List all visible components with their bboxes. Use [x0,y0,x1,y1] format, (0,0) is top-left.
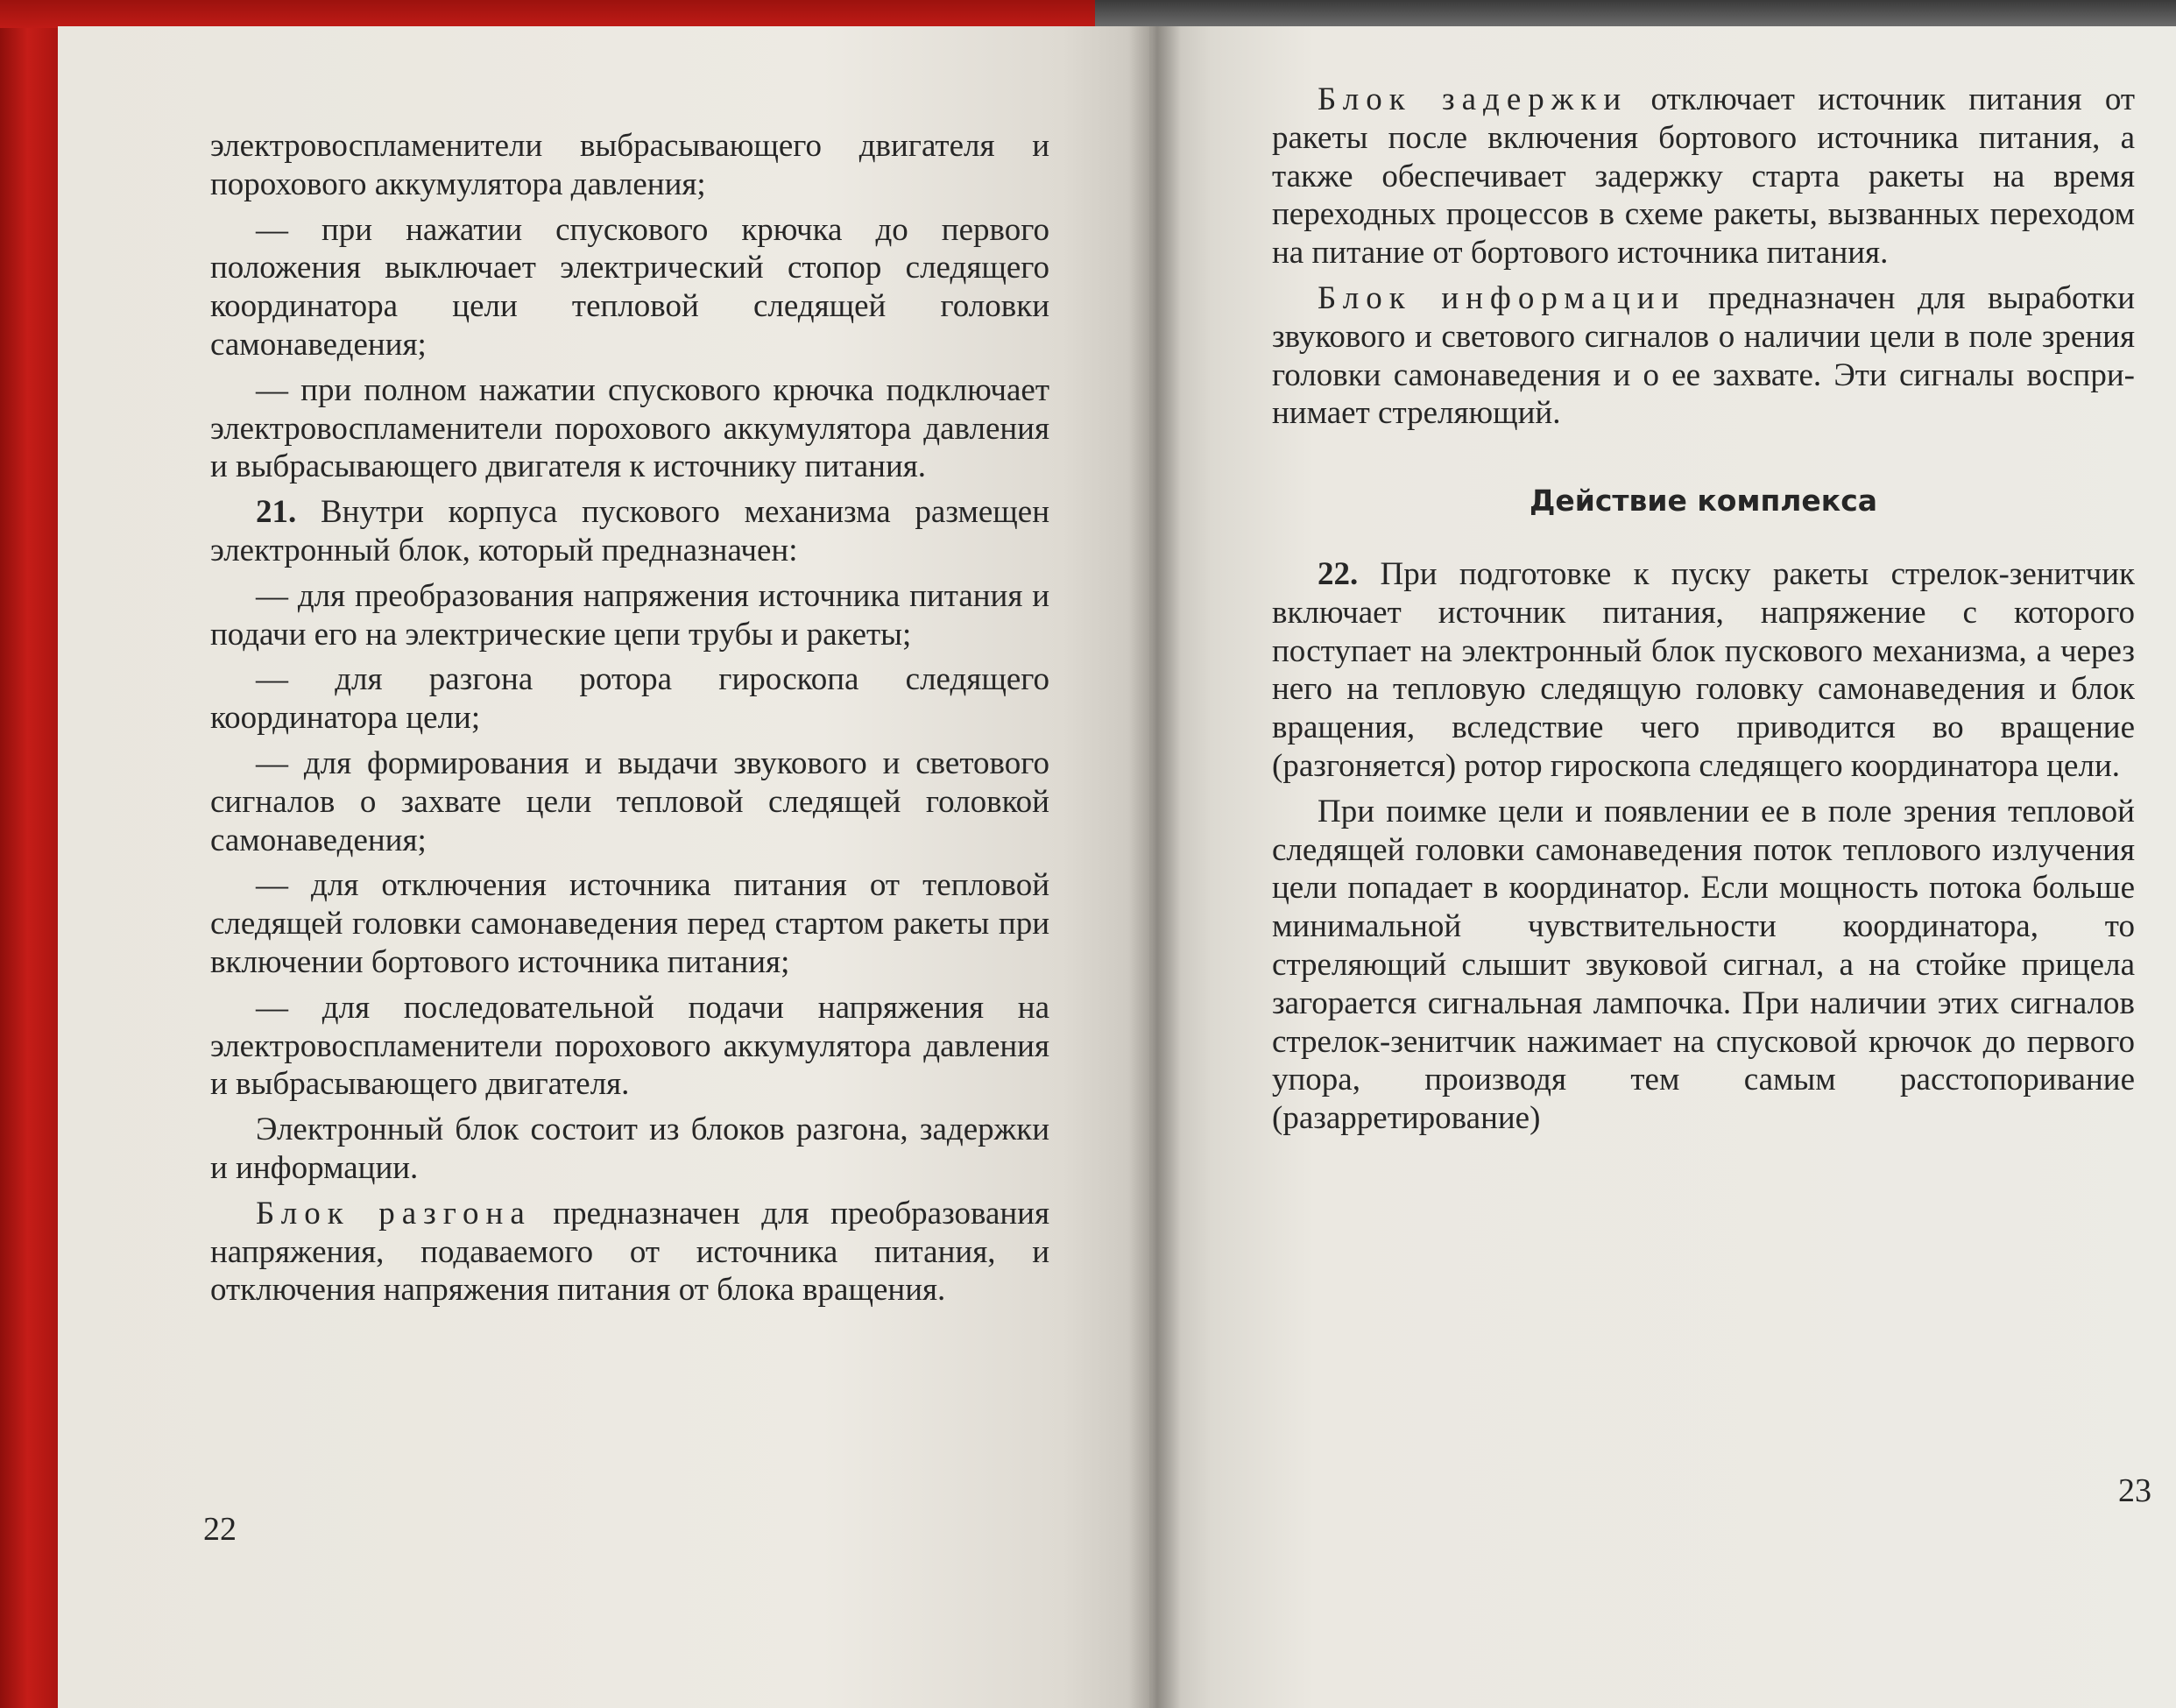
item-number: 22. [1318,555,1359,592]
term: Блок задержки [1318,81,1628,117]
item-text: Внутри корпуса пускового механизма размещен электронный блок, который предназначен: [210,494,1049,568]
book-cover-edge [0,0,61,1708]
list-item: — для формирования и выдачи звукового и светового сигналов о захвате цели тепловой следящей головкой самонаведения; [210,745,1049,858]
accel-block-paragraph [210,1195,1049,1309]
paragraph: Электронный блок состоит из блоков разгона, задержки и информации. [210,1112,1049,1186]
background-top [1095,0,2176,26]
book-gutter [1128,26,1181,1708]
delay-block-paragraph [1272,81,2135,272]
list-item: — для последовательной подачи напряжения на электровоспламенители порохового аккумулятора давления и выбрасывающего двигателя. [210,989,1049,1103]
item-number: 21. [256,494,297,531]
info-block-paragraph [1272,279,2135,433]
paragraph: При поимке цели и появлении ее в поле зрения тепловой следящей головки самонаведения поток теплового излучения цели попадает в координатор. Если мощность потока больше минимальной чувствительности координатора, то стреляющий слышит звуковой сигнал, а на стойке прицела загорается сигнальная лампочка. При наличии этих сигналов стрелок-зенитчик нажимает на спусковой крючок до первого упора, производя тем самым расстопоривание (разарретирование) [1272,793,2135,1137]
term: Блок разгона [256,1195,532,1232]
list-item: — для преобразования напряжения источника питания и подачи его на электрические цепи трубы и ракеты; [210,577,1049,653]
left-page-text [210,127,1049,1316]
paragraph: — при полном нажатии спускового крючка подключает электровоспламенители порохового аккумулятора давления и выбрасывающего двигателя к источнику питания. [210,371,1049,485]
paragraph: — при нажатии спускового крючка до первого положения выключает электрический стопор следящего координатора цели тепловой следящей головки самонаведения; [210,211,1049,363]
list-item: — для отключения источника питания от тепловой следящей головки самонаведения перед стартом ракеты при включении бортового источника питания; [210,867,1049,980]
term-text: предназначен для выработки звукового и светового сигналов о наличии цели в поле зрения головки самонаведения и о ее захвате. Эти сигналы воспринимает стреляющий. [1272,279,2135,432]
page-number: 22 [203,1511,237,1548]
list-item: — для разгона ротора гироскопа следящего координатора цели; [210,661,1049,737]
paragraph: электровоспламенители выбрасывающего двигателя и порохового аккумулятора давления; [210,128,1049,202]
item-text: При подготовке к пуску ракеты стрелок-зенитчик включает источник питания, напряжение с которого поступает на электронный блок пускового механизма, а через него на тепловую следящую головку самонаведения и блок вращения, вследствие чего приводится во вращение (разгоняется) ротор гироскопа следящего координатора цели. [1272,555,2135,784]
item-22 [1272,555,2135,786]
page-number: 23 [2118,1472,2151,1509]
term-text: предназначен для преобразования напряжения, подаваемого от источника питания, и отключения напряжения питания от блока вращения. [210,1195,1049,1309]
book-cover-top [0,0,1095,28]
section-heading: Действие комплекса [1529,483,1878,519]
right-page-text [1272,81,2135,1145]
term: Блок информации [1318,279,1686,316]
item-21 [210,493,1049,570]
term-text: отключает источник питания от ракеты после включения бортового источника питания, а также обеспечивает задержку старта ракеты на время переходных процессов в схеме ракеты, вызванных переходом на питание от бортового источника питания. [1272,81,2136,272]
